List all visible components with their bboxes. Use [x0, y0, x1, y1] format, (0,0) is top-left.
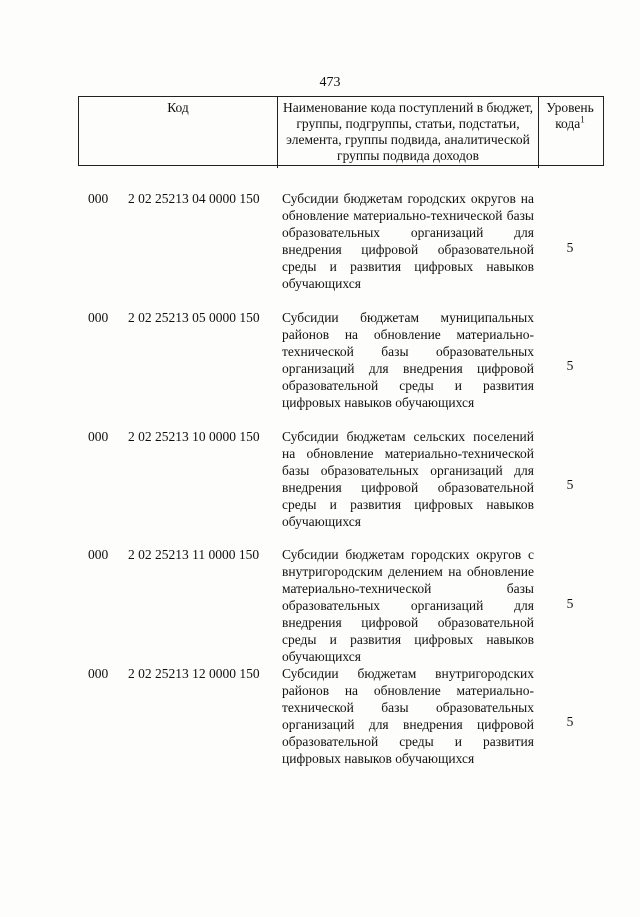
page-number: 473 [319, 75, 341, 90]
row-code: 2 02 25213 05 0000 150 [128, 310, 260, 325]
row-name: Субсидии бюджетам сельских поселений на обновление материально-технической базы образовательных организаций для внедрения цифровой образовательной среды и развития цифровых навыков обучающихся [282, 429, 534, 529]
row-prefix: 000 [88, 547, 109, 562]
row-level: 5 [566, 714, 574, 729]
row-name: Субсидии бюджетам муниципальных районов на обновление материально-технической базы образовательных организаций для внедрения цифровой образовательной среды и развития цифровых навыков обучающихся [282, 310, 534, 410]
row-code: 2 02 25213 04 0000 150 [128, 191, 260, 206]
row-level: 5 [566, 477, 574, 492]
header-level-label: Уровень кода [546, 100, 594, 131]
table-header [78, 96, 604, 166]
row-name: Субсидии бюджетам городских округов на обновление материально-технической базы образовательных организаций для внедрения цифровой образовательной среды и развития цифровых навыков обучающихся [282, 191, 534, 291]
header-level-footnote: 1 [580, 114, 585, 125]
row-code: 2 02 25213 10 0000 150 [128, 429, 260, 444]
row-level: 5 [566, 358, 574, 373]
header-level [537, 97, 603, 168]
row-level: 5 [566, 240, 574, 255]
row-code: 2 02 25213 12 0000 150 [128, 666, 260, 681]
row-prefix: 000 [88, 191, 109, 206]
row-prefix: 000 [88, 429, 109, 444]
row-code: 2 02 25213 11 0000 150 [128, 547, 260, 562]
header-code: Код [167, 100, 189, 115]
row-name: Субсидии бюджетам городских округов с внутригородским делением на обновление материально-технической базы образовательных организаций для внедрения цифровой образовательной среды и развития цифровых навыков обучающихся [282, 547, 534, 664]
row-prefix: 000 [88, 666, 109, 681]
row-level: 5 [566, 596, 574, 611]
header-name: Наименование кода поступлений в бюджет, группы, подгруппы, статьи, подстатьи, элемента, группы подвида, аналитической группы подвида доходов [277, 97, 539, 168]
row-name: Субсидии бюджетам внутригородских районов на обновление материально-технической базы образовательных организаций для внедрения цифровой образовательной среды и развития цифровых навыков обучающихся [282, 666, 534, 766]
row-prefix: 000 [88, 310, 109, 325]
